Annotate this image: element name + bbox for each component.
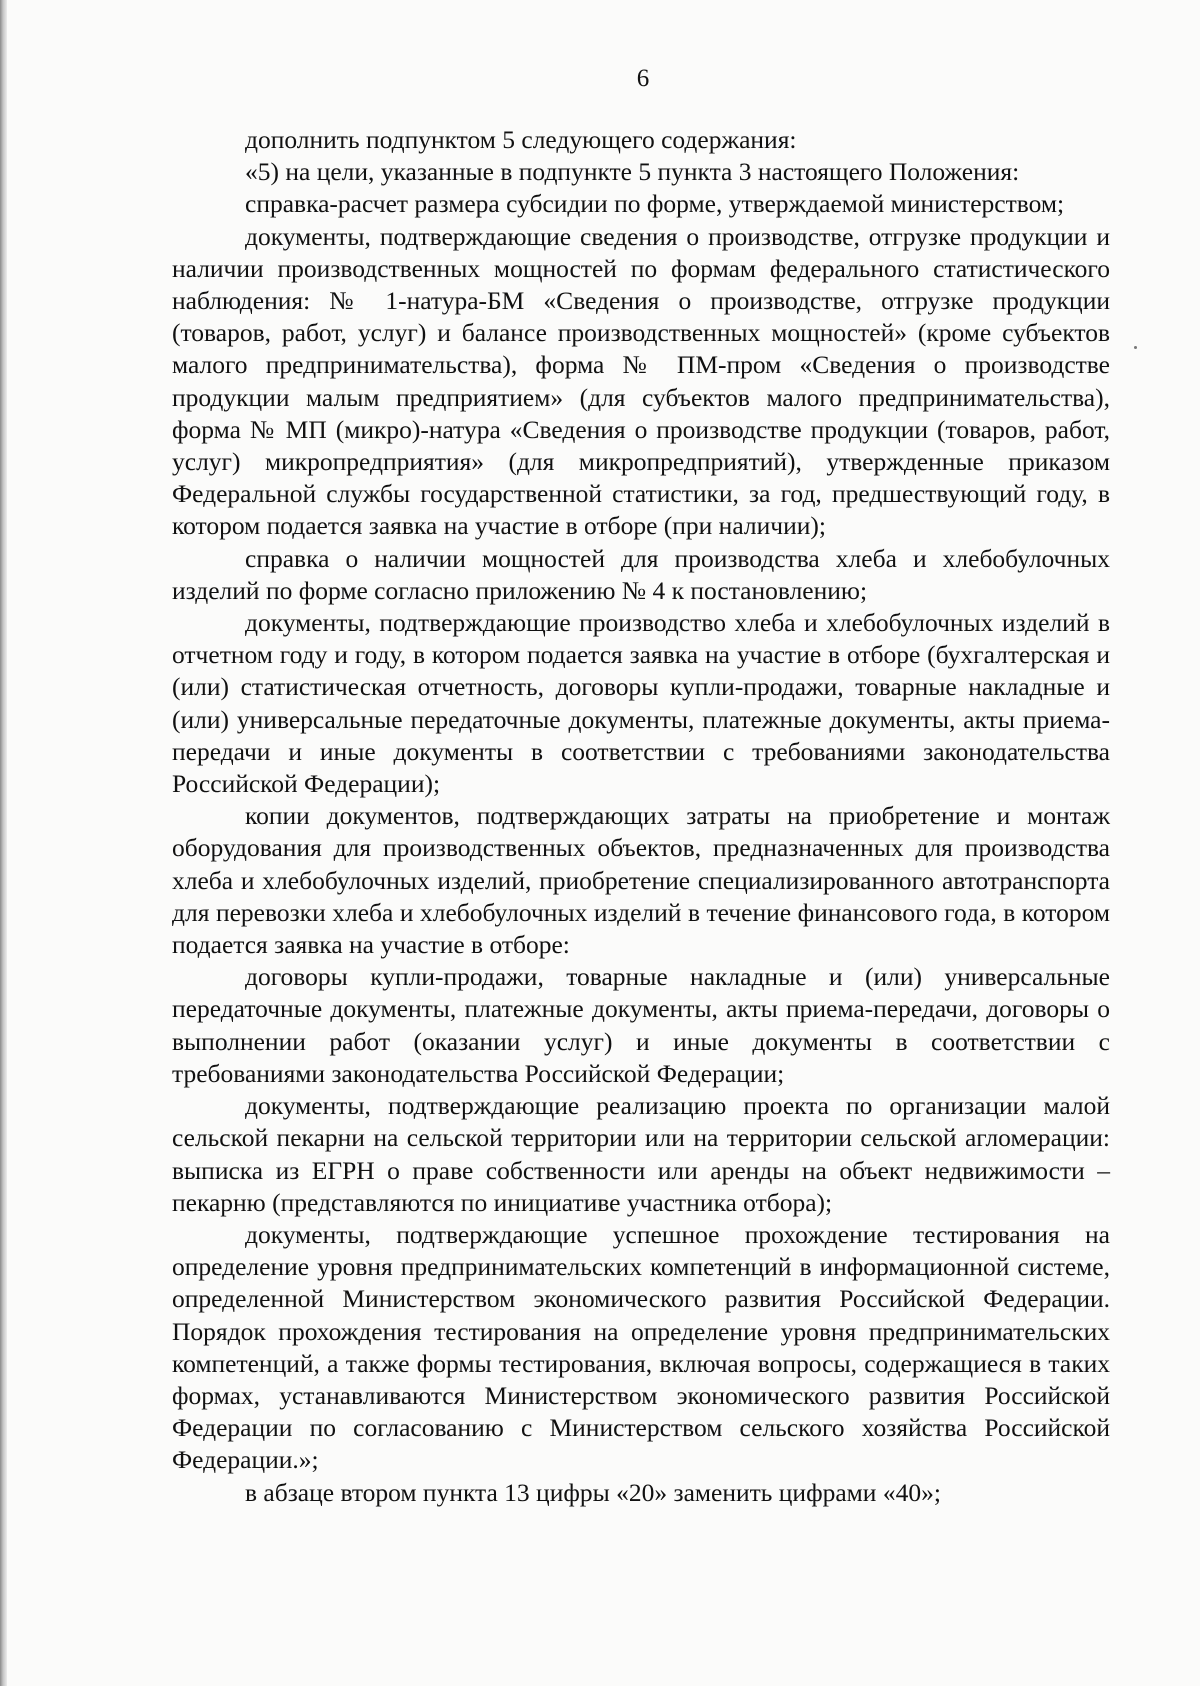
scan-speck [1134,346,1137,349]
paragraph-3: справка-расчет размера субсидии по форме, утверждаемой министерством; [245,189,1065,219]
paragraph-1: дополнить подпунктом 5 следующего содержания: [245,125,797,154]
paragraph-10: документы, подтверждающие успешное прохождение тестирования на определение уровня предпринимательских компетенций в информационной системе, определенной Министерством экономического развития Российской Федерации. Порядок прохождения тестирования на определение уровня предпринимательских компетенций, а также формы тестирования, включая вопросы, содержащиеся в таких формах, устанавливаются Министерством экономического развития Российской Федерации по согласованию с Министерством сельского хозяйства Российской Федерации.»; [172,1219,1110,1475]
paragraph-6: документы, подтверждающие производство хлеба и хлебобулочных изделий в отчетном году и году, в котором подается заявка на участие в отборе (бухгалтерская и (или) статистическая отчетность, договоры купли-продажи, товарные накладные и (или) универсальные передаточные документы, платежные документы, акты приема-передачи и иные документы в соответствии с требованиями законодательства Российской Федерации); [172,608,1110,799]
paragraph-9: документы, подтверждающие реализацию проекта по организации малой сельской пекарни на сельской территории или на территории сельской агломерации: выписка из ЕГРН о праве собственности или аренды на объект недвижимости – пекарню (представляются по инициативе участника отбора); [172,1091,1110,1217]
document-body [172,124,1110,1509]
paragraph-2: «5) на цели, указанные в подпункте 5 пункта 3 настоящего Положения: [245,157,1020,187]
page-number: 6 [636,65,650,92]
paragraph-8: договоры купли-продажи, товарные накладные и (или) универсальные передаточные документы, платежные документы, акты приема-передачи, договоры о выполнении работ (оказании услуг) и иные документы в соответствии с требованиями законодательства Российской Федерации; [172,962,1110,1088]
scan-edge-shadow [0,0,7,1686]
paragraph-4: документы, подтверждающие сведения о производстве, отгрузке продукции и наличии производственных мощностей по формам федерального статистического наблюдения: № 1-натура-БМ «Сведения о производстве, отгрузке продукции (товаров, работ, услуг) и балансе производственных мощностей» (кроме субъектов малого предпринимательства), форма № ПМ-пром «Сведения о производстве продукции малым предприятием» (для субъектов малого предпринимательства), форма № МП (микро)-натура «Сведения о производстве продукции (товаров, работ, услуг) микропредприятия» (для микропредприятий), утвержденные приказом Федеральной службы государственной статистики, за год, предшествующий году, в котором подается заявка на участие в отборе (при наличии); [172,221,1110,541]
paragraph-11: в абзаце втором пункта 13 цифры «20» заменить цифрами «40»; [245,1477,941,1507]
paragraph-5: справка о наличии мощностей для производства хлеба и хлебобулочных изделий по форме согласно приложению № 4 к постановлению; [172,543,1110,605]
paragraph-7: копии документов, подтверждающих затраты на приобретение и монтаж оборудования для производственных объектов, предназначенных для производства хлеба и хлебобулочных изделий, приобретение специализированного автотранспорта для перевозки хлеба и хлебобулочных изделий в течение финансового года, в котором подается заявка на участие в отборе: [172,801,1110,960]
